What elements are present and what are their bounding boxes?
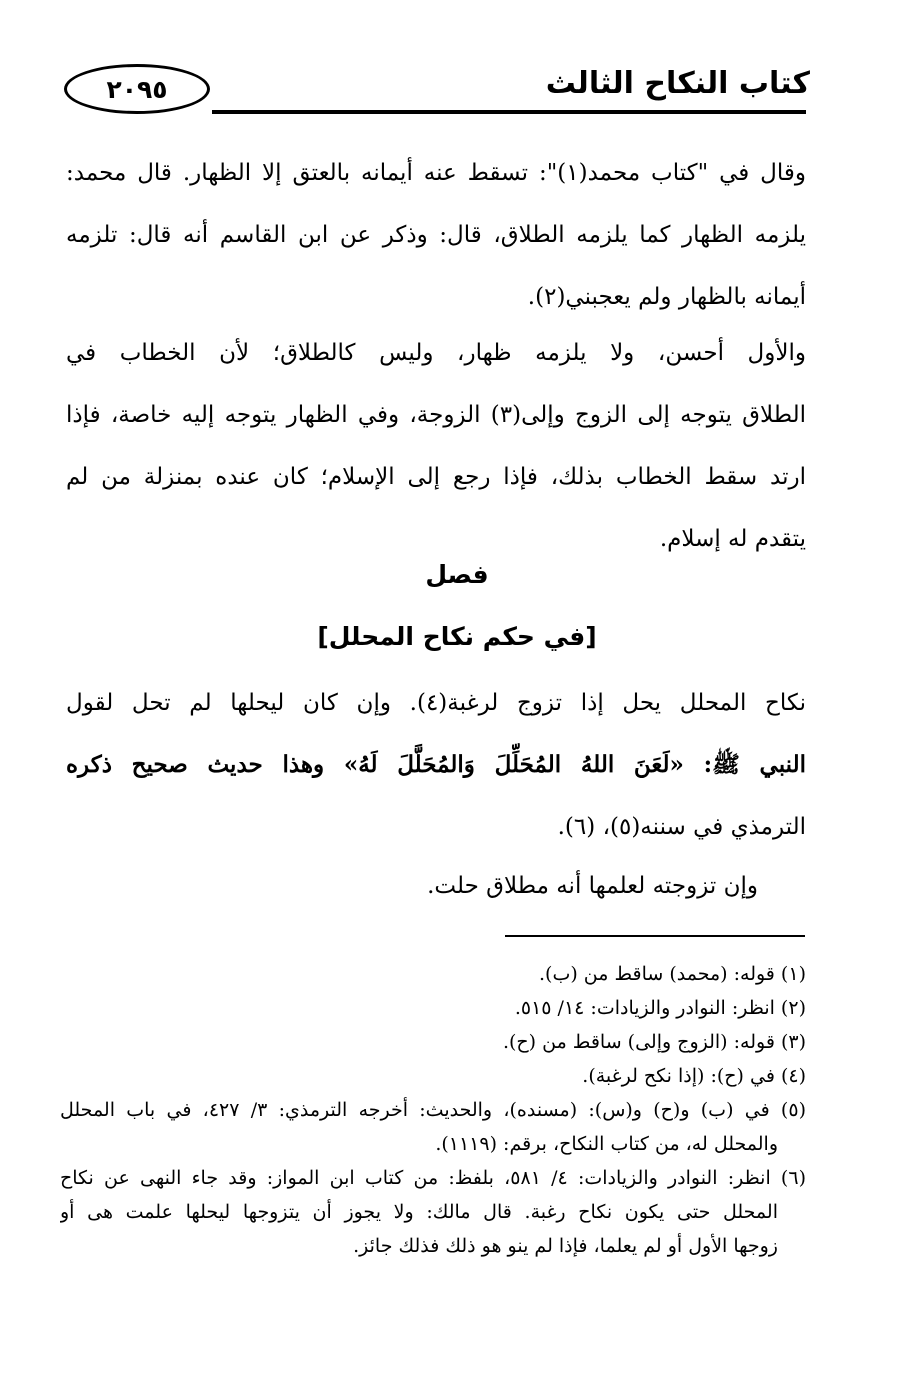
footnote-6-cont: زوجها الأول أو لم يعلما، فإذا لم ينو هو ذلك فذلك جائز. [353,1235,778,1257]
section-subtitle: [في حكم نكاح المحلل] [317,622,597,651]
section-title: فصل [425,560,489,589]
paragraph-1 [66,142,806,328]
text-line: أيمانه بالظهار ولم يعجبني(٢). [527,284,806,310]
footnote-6: (٦) انظر: النوادر والزيادات: ٤/ ٥٨١، بلفظ: من كتاب ابن المواز: وقد جاء النهى عن نكاح [60,1167,806,1189]
text-line: الترمذي في سننه(٥)، (٦). [557,814,806,840]
page-number: ٢٠٩٥ [64,64,210,114]
footnote-3: (٣) قوله: (الزوج وإلى) ساقط من (ح). [502,1031,806,1053]
header-rule [212,110,806,114]
footnote-5-cont: والمحلل له، من كتاب النكاح، برقم: (١١١٩). [435,1133,778,1155]
footnote-4: (٤) في (ح): (إذا نكح لرغبة). [582,1065,806,1087]
text-line: والأول أحسن، ولا يلزمه ظهار، وليس كالطلاق؛ لأن الخطاب في [66,340,806,366]
text-line: وقال في "كتاب محمد(١)": تسقط عنه أيمانه بالعتق إلا الظهار. قال محمد: [66,160,806,186]
footnote-separator [505,935,805,937]
page-header [62,62,812,122]
footnote-6-cont: المحلل حتى يكون نكاح رغبة. قال مالك: ولا يجوز أن يتزوجها ليحلها علمت هى أو [60,1201,778,1223]
text-line: يلزمه الظهار كما يلزمه الطلاق، قال: وذكر عن ابن القاسم أنه قال: تلزمه [66,222,806,248]
text-line: وإن تزوجته لعلمها أنه مطلاق حلت. [427,873,758,899]
paragraph-3 [66,672,806,858]
text-line: الطلاق يتوجه إلى الزوج وإلى(٣) الزوجة، وفي الظهار يتوجه إليه خاصة، فإذا [66,402,806,428]
footnotes [60,957,806,1263]
running-title: كتاب النكاح الثالث [545,66,810,101]
text-line: ارتد سقط الخطاب بذلك، فإذا رجع إلى الإسلام؛ كان عنده بمنزلة من لم [66,464,806,490]
footnote-2: (٢) انظر: النوادر والزيادات: ١٤/ ٥١٥. [514,997,806,1019]
paragraph-4 [66,855,806,917]
paragraph-2 [66,322,806,570]
text-line: نكاح المحلل يحل إذا تزوج لرغبة(٤). وإن كان ليحلها لم تحل لقول [66,690,806,716]
hadith-line: النبي ﷺ: «لَعَنَ اللهُ المُحَلِّلَ وَالمُحَلَّلَ لَهُ» وهذا حديث صحيح ذكره [66,751,806,778]
footnote-1: (١) قوله: (محمد) ساقط من (ب). [539,963,806,985]
footnote-5: (٥) في (ب) و(ح) و(س): (مسنده)، والحديث: أخرجه الترمذي: ٣/ ٤٢٧، في باب المحلل [60,1099,806,1121]
text-line: يتقدم له إسلام. [659,526,806,552]
